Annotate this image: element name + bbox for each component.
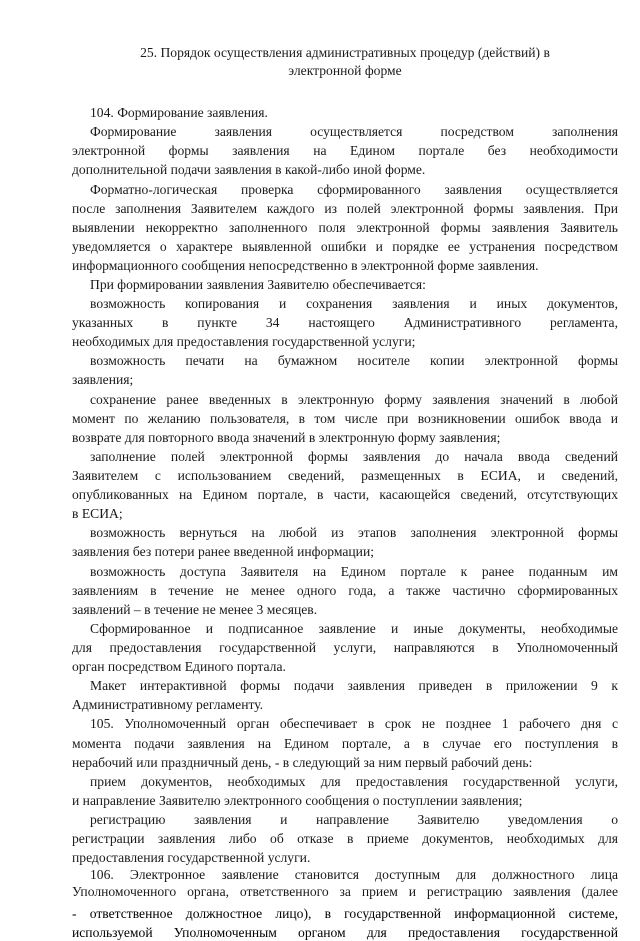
- text-line: регистрации заявления либо об отказе в приеме документов, необходимых для: [72, 831, 618, 846]
- text-line: При формировании заявления Заявителю обеспечивается:: [90, 277, 426, 292]
- text-line: возможность печати на бумажном носителе копии электронной формы: [90, 353, 618, 368]
- section-title-line-1: 25. Порядок осуществления административных процедур (действий) в: [140, 45, 550, 60]
- text-line: Сформированное и подписанное заявление и иные документы, необходимые: [90, 621, 618, 636]
- text-line: заявления;: [72, 372, 134, 387]
- text-line: Административному регламенту.: [72, 697, 264, 712]
- text-line: информационного сообщения непосредственно в электронной форме заявления.: [72, 258, 539, 273]
- text-line: возможность копирования и сохранения заявления и иных документов,: [90, 296, 618, 311]
- text-line: - ответственное должностное лицо), в государственной информационной системе,: [72, 906, 618, 921]
- text-line: заполнение полей электронной формы заявления до начала ввода сведений: [90, 449, 618, 464]
- paragraph-heading-104: 104. Формирование заявления.: [90, 105, 268, 120]
- text-line: предоставления государственной услуги.: [72, 850, 311, 865]
- text-line: возможность доступа Заявителя на Едином портале к ранее поданным им: [90, 564, 618, 579]
- text-line: электронной формы заявления на Едином портале без необходимости: [72, 143, 618, 158]
- text-line: заявлениям в течение не менее одного года, а также частично сформированных: [72, 583, 618, 598]
- text-line: Уполномоченного органа, ответственного за прием и регистрацию заявления (далее: [72, 884, 618, 899]
- text-line: и направление Заявителю электронного сообщения о поступлении заявления;: [72, 793, 523, 808]
- text-line: орган посредством Единого портала.: [72, 659, 286, 674]
- text-line: сохранение ранее введенных в электронную форму заявления значений в любой: [90, 392, 618, 407]
- text-line: заявления без потери ранее введенной информации;: [72, 544, 374, 559]
- text-line: нерабочий или праздничный день, - в следующий за ним первый рабочий день:: [72, 755, 533, 770]
- text-line: Формирование заявления осуществляется посредством заполнения: [90, 124, 618, 139]
- section-title-line-2: электронной форме: [288, 63, 402, 78]
- text-line: указанных в пункте 34 настоящего Административного регламента,: [72, 315, 618, 330]
- text-line: регистрацию заявления и направление Заявителю уведомления о: [90, 812, 618, 827]
- text-line: в ЕСИА;: [72, 506, 123, 521]
- text-line: дополнительной подачи заявления в какой-либо иной форме.: [72, 162, 426, 177]
- text-line: момент по желанию пользователя, в том числе при возникновении ошибок ввода и: [72, 411, 618, 426]
- text-line: прием документов, необходимых для предоставления государственной услуги,: [90, 774, 618, 789]
- text-line: Макет интерактивной формы подачи заявления приведен в приложении 9 к: [90, 678, 618, 693]
- text-line: момента подачи заявления на Едином портале, а в случае его поступления в: [72, 736, 618, 751]
- text-line: возврате для повторного ввода значений в электронную форму заявления;: [72, 430, 501, 445]
- paragraph-heading-106: 106. Электронное заявление становится доступным для должностного лица: [90, 867, 618, 882]
- text-line: выявлении некорректно заполненного поля электронной формы заявления Заявитель: [72, 220, 618, 235]
- text-line: используемой Уполномоченным органом для предоставления государственной: [72, 925, 618, 940]
- text-line: уведомляется о характере выявленной ошибки и порядке ее устранения посредством: [72, 239, 618, 254]
- text-line: заявлений – в течение не менее 3 месяцев.: [72, 602, 318, 617]
- text-line: опубликованных на Едином портале, в части, касающейся сведений, отсутствующих: [72, 487, 618, 502]
- text-line: Форматно-логическая проверка сформированного заявления осуществляется: [90, 182, 618, 197]
- paragraph-heading-105: 105. Уполномоченный орган обеспечивает в срок не позднее 1 рабочего дня с: [90, 716, 618, 731]
- text-line: для предоставления государственной услуги, направляются в Уполномоченный: [72, 640, 618, 655]
- text-line: Заявителем с использованием сведений, размещенных в ЕСИА, и сведений,: [72, 468, 618, 483]
- text-line: после заполнения Заявителем каждого из полей электронной формы заявления. При: [72, 201, 618, 216]
- text-line: необходимых для предоставления государственной услуги;: [72, 334, 416, 349]
- text-line: возможность вернуться на любой из этапов заполнения электронной формы: [90, 525, 618, 540]
